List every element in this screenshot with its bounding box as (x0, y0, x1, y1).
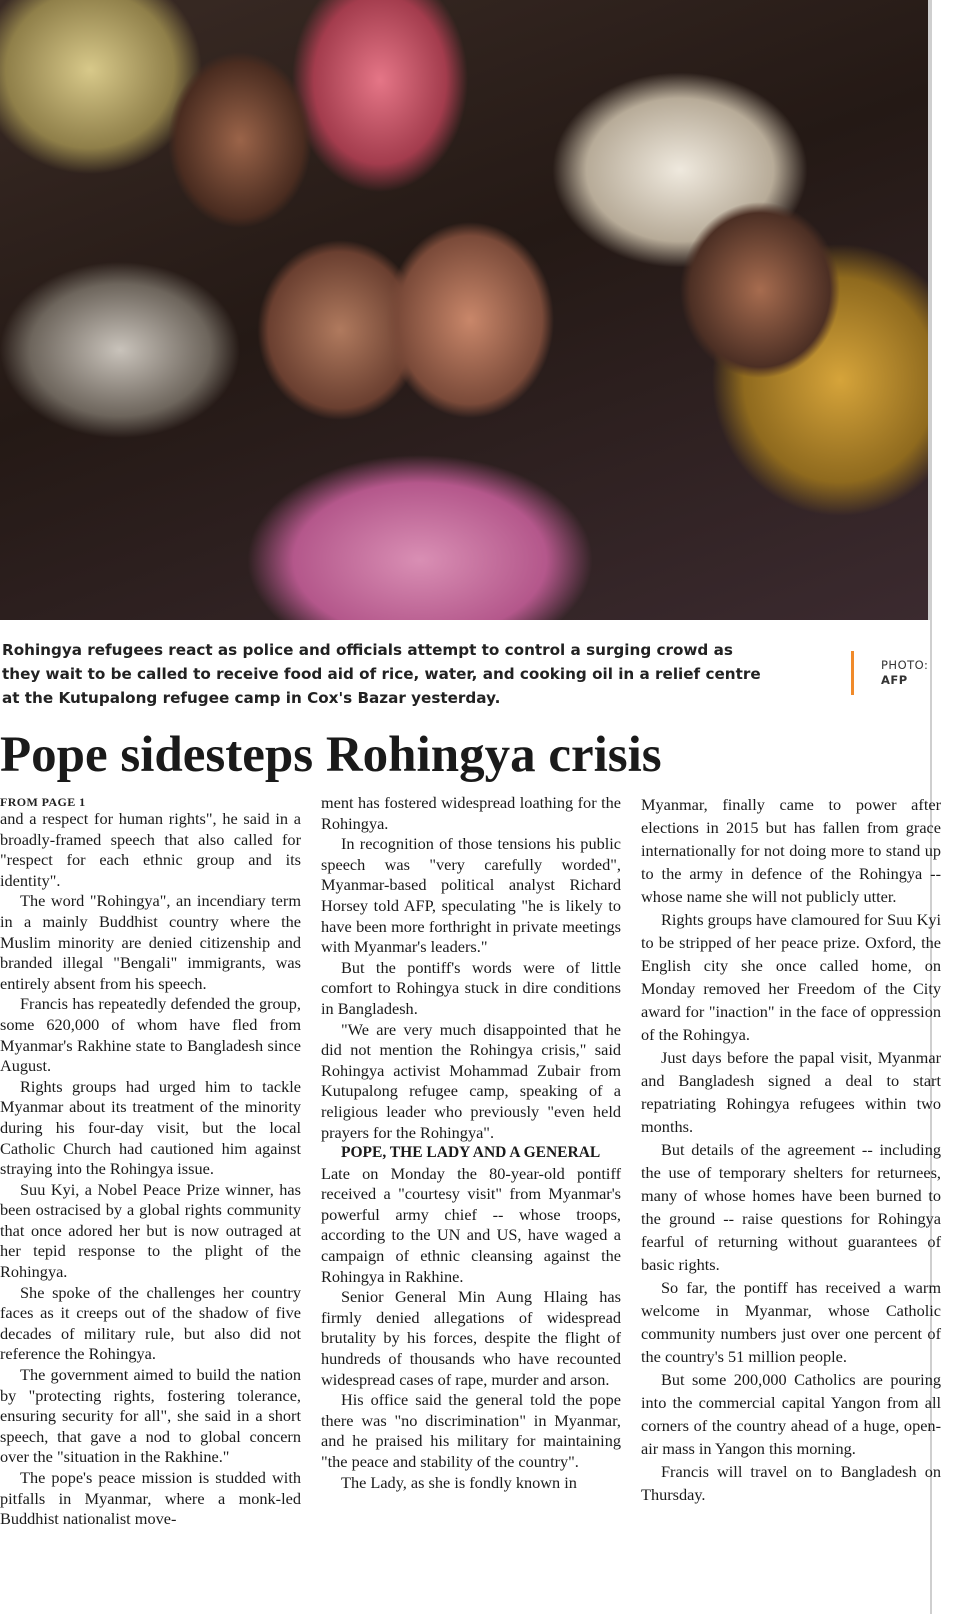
credit-accent-bar (851, 651, 854, 695)
article-column-1 (0, 795, 301, 1530)
paragraph: But some 200,000 Catholics are pouring into the commercial capital Yangon from all corners of the country ahead of a huge, open-air mass in Yangon this morning. (641, 1370, 941, 1458)
photo-caption: Rohingya refugees react as police and officials attempt to control a surging crowd as they wait to be called to receive food aid of rice, water, and cooking oil in a relief centre at the Kutupalong refugee camp in Cox's Bazar yesterday. (2, 641, 761, 707)
paragraph: Rights groups have clamoured for Suu Kyi to be stripped of her peace prize. Oxford, the English city she once called home, on Monday removed her Freedom of the City award for "inaction" in the face of oppression of the Rohingya. (641, 910, 941, 1044)
paragraph: So far, the pontiff has received a warm welcome in Myanmar, whose Catholic community numbers just over one percent of the country's 51 million people. (641, 1278, 941, 1366)
crowd-photo (0, 0, 930, 620)
paragraph: His office said the general told the pope there was "no discrimination" in Myanmar, and he praised his military for maintaining "the peace and stability of the country". (321, 1390, 621, 1471)
paragraph: The Lady, as she is fondly known in (341, 1472, 577, 1492)
paragraph: The word "Rohingya", an incendiary term in a mainly Buddhist country where the Muslim minority are denied citizenship and branded illegal "Bengali" immigrants, was entirely absent from his speech. (0, 891, 301, 993)
paragraph: The government aimed to build the nation by "protecting rights, fostering tolerance, ensuring security for all", she said in a short speech, that gave a nod to global concern over the "situation in the Rakhine." (0, 1365, 301, 1467)
photo-credit-agency: AFP (881, 673, 908, 687)
paragraph: Late on Monday the 80-year-old pontiff received a "courtesy visit" from Myanmar's powerful army chief -- whose troops, according to the UN and US, have waged a campaign of ethnic cleansing against the Rohingya in Rakhine. (321, 1163, 621, 1286)
paragraph: Rights groups had urged him to tackle Myanmar about its treatment of the minority during his four-day visit, but the local Catholic Church had cautioned him against straying into the Rohingya issue. (0, 1076, 301, 1179)
section-subhead: POPE, THE LADY AND A GENERAL (341, 1144, 601, 1162)
paragraph: ment has fostered widespread loathing for the Rohingya. (321, 793, 621, 833)
paragraph: Myanmar, finally came to power after elections in 2015 but has fallen from grace internationally for not doing more to stand up to the army in defence of the Rohingya -- whose name she will not publicly utter. (641, 795, 941, 906)
page-jump-kicker: FROM PAGE 1 (0, 795, 86, 809)
paragraph: Senior General Min Aung Hlaing has firmly denied allegations of widespread brutality by his forces, despite the flight of hundreds of thousands who have recounted widespread cases of rape, murder and arson. (321, 1287, 621, 1389)
paragraph: But details of the agreement -- including the use of temporary shelters for returnees, many of whose homes have been burned to the ground -- raise questions for Rohingya fearful of returning without guarantees of basic rights. (641, 1140, 941, 1274)
paragraph: "We are very much disappointed that he did not mention the Rohingya crisis," said Rohingya activist Mohammad Zubair from Kutupalong refugee camp, speaking of a religious leader who previously "even held prayers for the Rohingya". (321, 1019, 621, 1142)
paragraph: Just days before the papal visit, Myanmar and Bangladesh signed a deal to start repatriating Rohingya refugees within two months. (641, 1048, 941, 1136)
paragraph: But the pontiff's words were of little comfort to Rohingya stuck in dire conditions in Bangladesh. (321, 957, 621, 1018)
paragraph: Francis will travel on to Bangladesh on Thursday. (641, 1462, 941, 1504)
paragraph: The pope's peace mission is studded with pitfalls in Myanmar, where a monk-led Buddhist nationalist move- (0, 1468, 301, 1529)
photo-credit-label: PHOTO: (881, 658, 929, 672)
article-column-3 (641, 793, 941, 1506)
paragraph: She spoke of the challenges her country faces as it creeps out of the shadow of five decades of military rule, but also did not reference the Rohingya. (0, 1282, 301, 1364)
paragraph: In recognition of those tensions his public speech was "very carefully worded", Myanmar-based political analyst Richard Horsey told AFP, speculating "he is likely to have been more forthright in private meetings with Myanmar's leaders." (321, 834, 621, 957)
paragraph: Suu Kyi, a Nobel Peace Prize winner, has been ostracised by a global rights community that once adored her but is now outraged at her tepid response to the plight of the Rohingya. (0, 1179, 301, 1282)
headline: Pope sidesteps Rohingya crisis (0, 727, 662, 783)
paragraph: Francis has repeatedly defended the group, some 620,000 of whom have fled from Myanmar's Rakhine state to Bangladesh since August. (0, 994, 301, 1076)
photo-credit (881, 658, 928, 688)
paragraph: and a respect for human rights", he said in a broadly-framed speech that also called for "respect for each ethnic group and its identity". (0, 809, 301, 890)
article-column-2 (321, 793, 621, 1493)
